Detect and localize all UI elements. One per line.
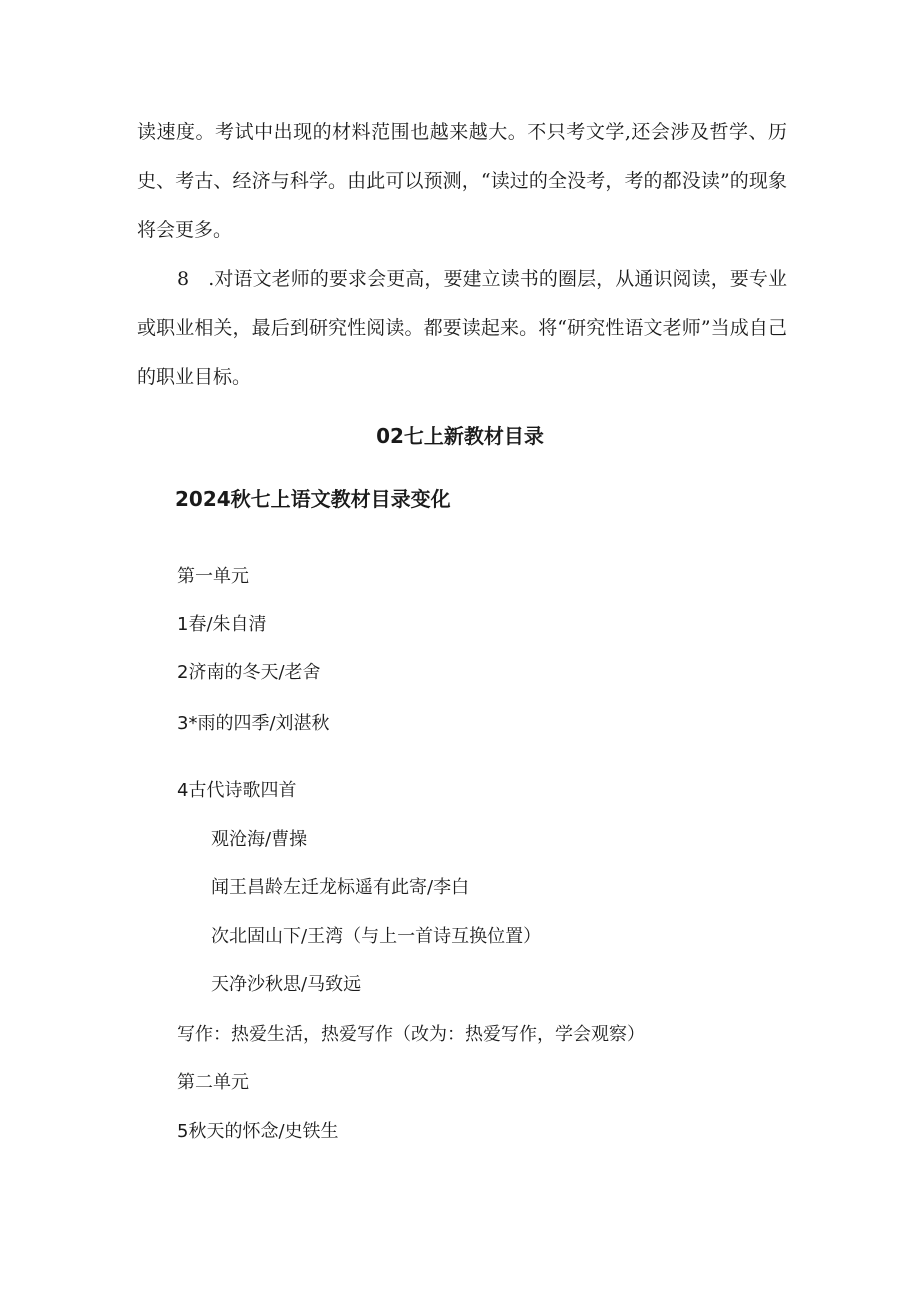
toc-item: 5秋天的怀念/史铁生 xyxy=(177,1121,339,1142)
toc-item: 1春/朱自清 xyxy=(177,614,267,635)
toc-unit-1: 第一单元 xyxy=(177,566,249,587)
toc-writing: 写作：热爱生活，热爱写作（改为：热爱写作，学会观察） xyxy=(177,1024,645,1045)
toc-subitem: 观沧海/曹操 xyxy=(211,829,308,850)
toc-subitem: 天净沙秋思/马致远 xyxy=(211,974,362,995)
toc-item: 4古代诗歌四首 xyxy=(177,780,297,801)
section-title: 02七上新教材目录 xyxy=(376,424,544,448)
sub-title: 2024秋七上语文教材目录变化 xyxy=(175,487,451,511)
toc-unit-2: 第二单元 xyxy=(177,1072,249,1093)
paragraph-reading-speed: 读速度。考试中出现的材料范围也越来越大。不只考文学,还会涉及哲学、历史、考古、经济与科学。由此可以预测，“读过的全没考，考的都没读”的现象将会更多。 xyxy=(137,121,787,241)
paragraph-teacher-requirements: 8 .对语文老师的要求会更高，要建立读书的圈层，从通识阅读，要专业或职业相关，最后到研究性阅读。都要读起来。将“研究性语文老师”当成自己的职业目标。 xyxy=(137,268,787,388)
toc-item: 2济南的冬天/老舍 xyxy=(177,662,321,683)
toc-subitem: 次北固山下/王湾（与上一首诗互换位置） xyxy=(211,926,542,947)
toc-subitem: 闻王昌龄左迁龙标遥有此寄/李白 xyxy=(211,877,470,898)
toc-item: 3*雨的四季/刘湛秋 xyxy=(177,713,330,734)
